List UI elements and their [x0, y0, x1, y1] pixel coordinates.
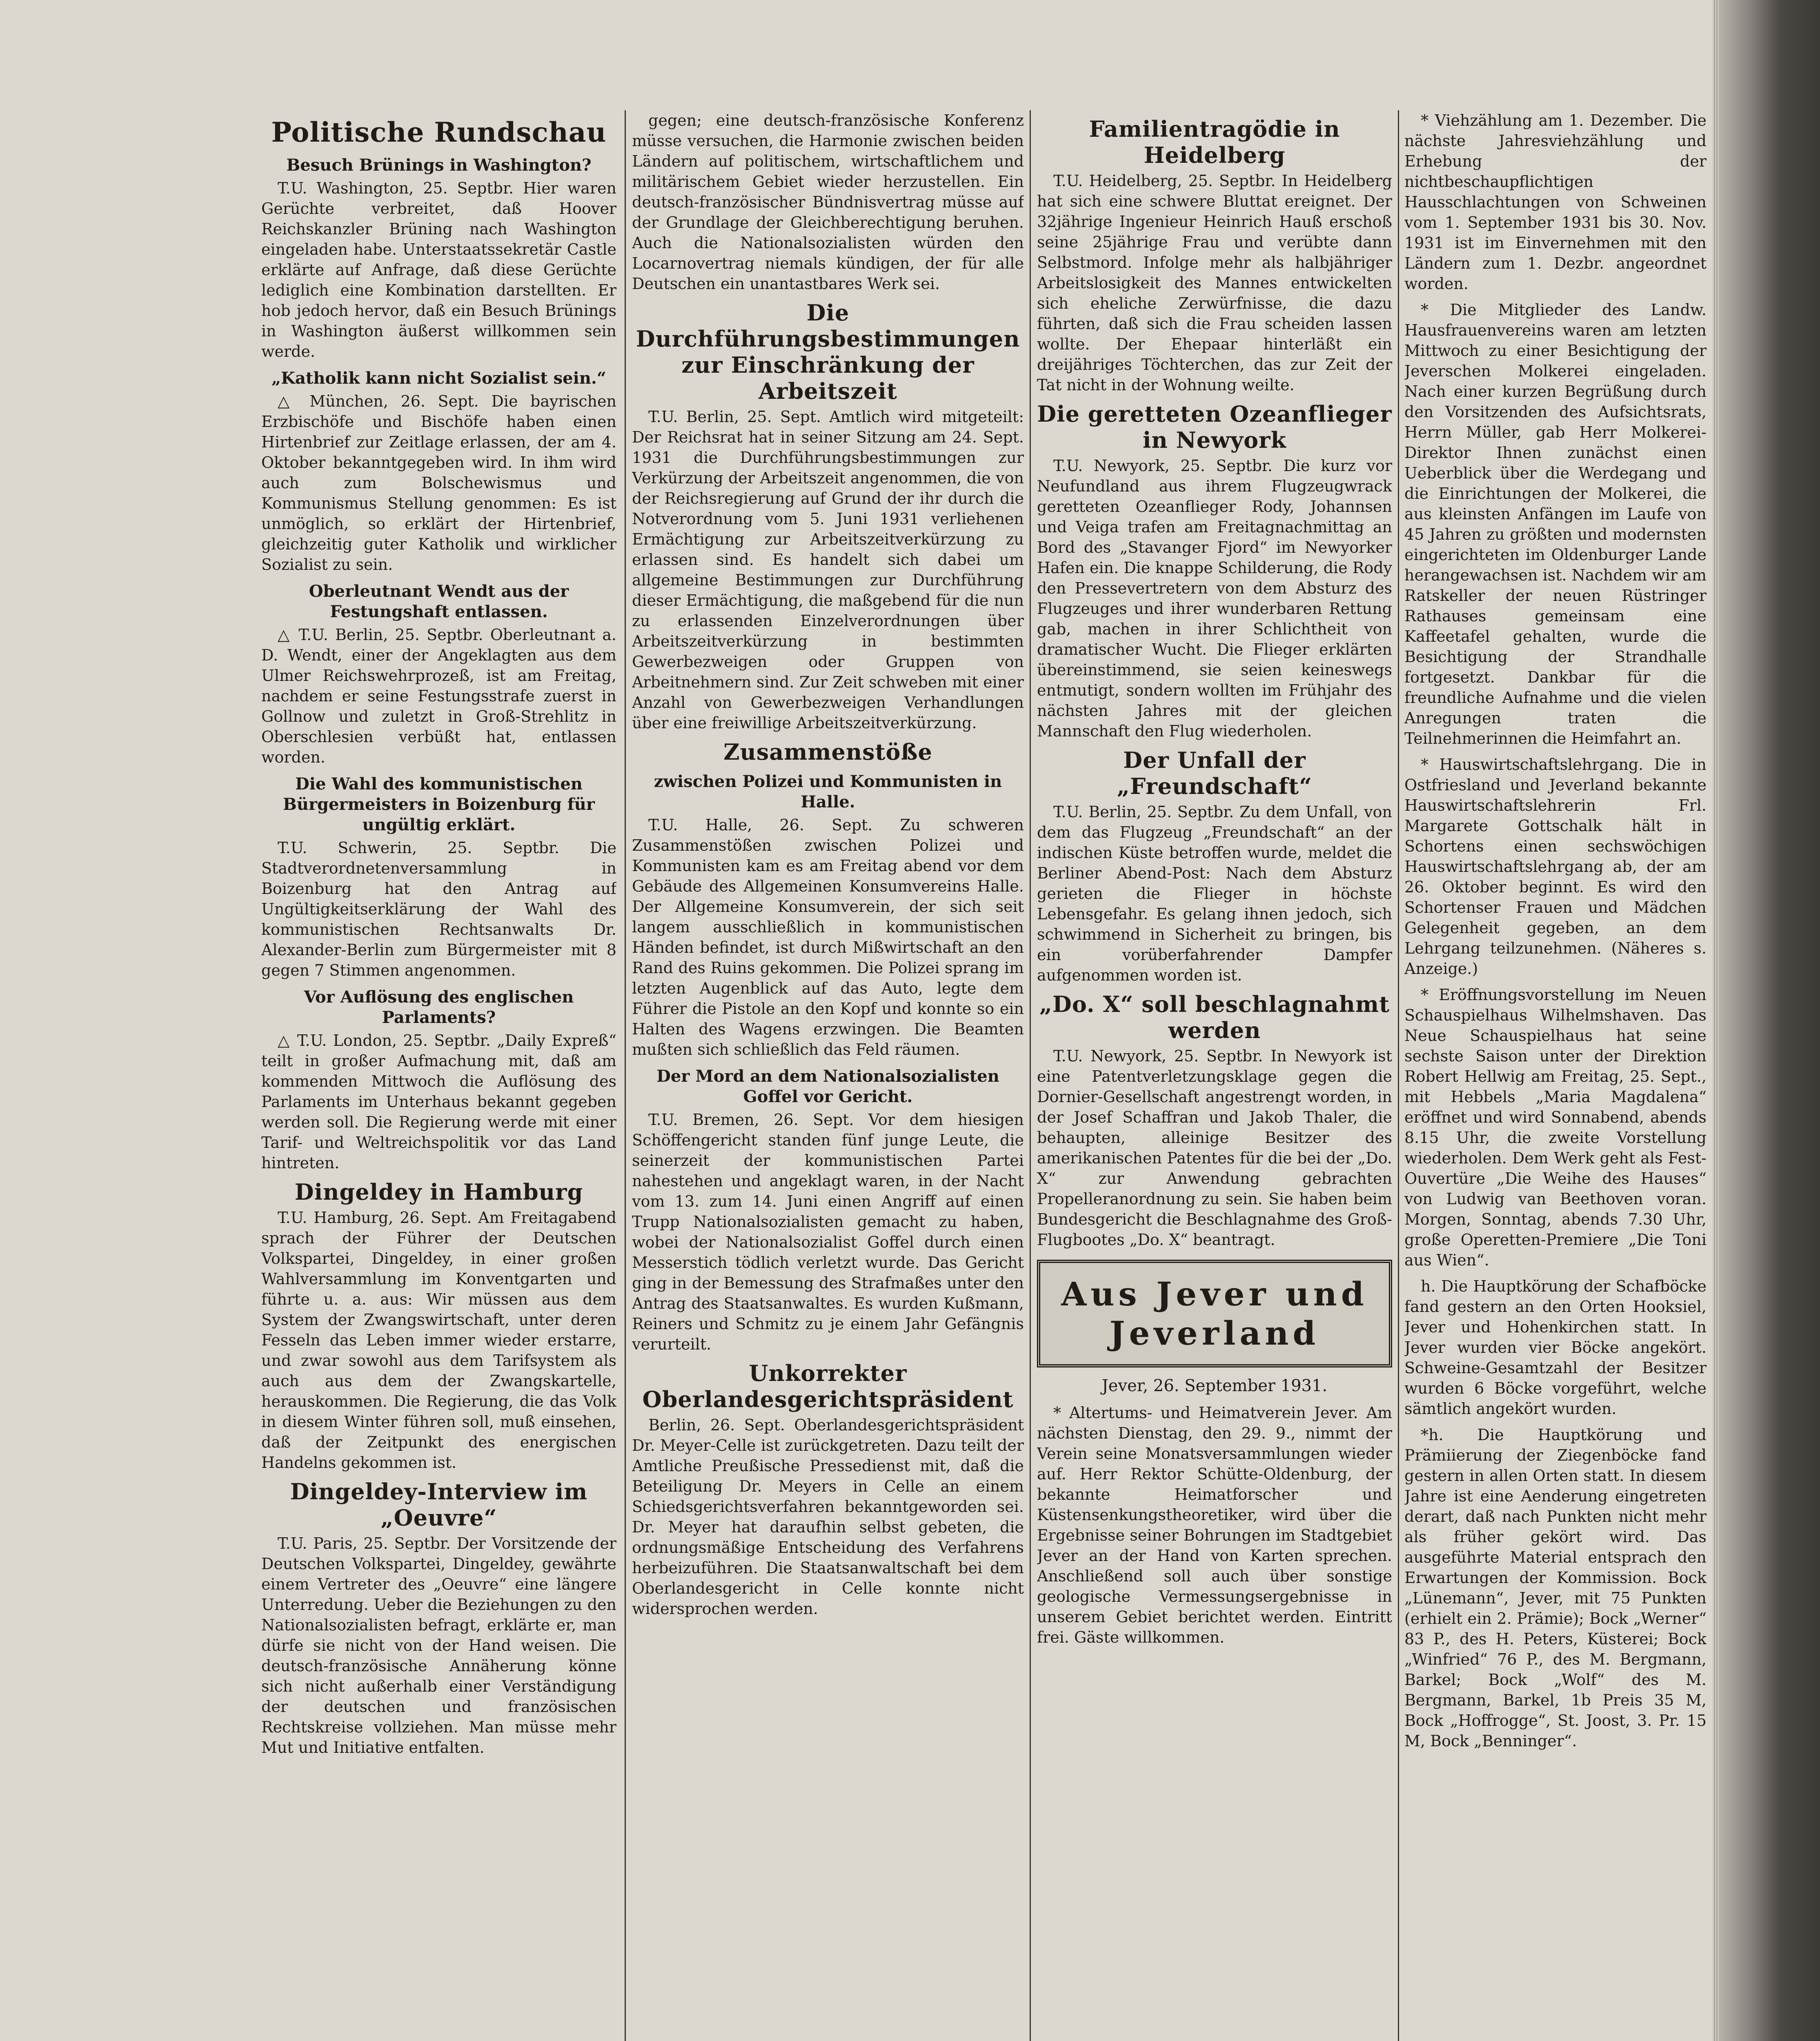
headline-dingeldey-hamburg: Dingeldey in Hamburg: [294, 1179, 583, 1205]
headline-oberlandesgerichtspraesident: Unkorrekter Oberlandesgerichtspräsident: [642, 1360, 1014, 1412]
article-text: T.U. Paris, 25. Septbr. Der Vorsitzende der Deutschen Volkspartei, Dingeldey, gewährte einem Vertreter des „Oeuvre“ eine längere Unterredung. Ueber die Beziehungen zu den Nationalsozialisten befragt, erklärte er, man dürfe sie nicht von der Hand weisen. Die deutsch-französische Annäherung könne sich nicht außerhalb einer Verständigung der deutschen und französischen Rechtskreise vollziehen. Man müsse mehr Mut und Initiative entfalten.: [261, 1534, 616, 1756]
article-text: * Hauswirtschaftslehrgang. Die in Ostfriesland und Jeverland bekannte Hauswirtschaftslehrerin Frl. Margarete Gottschalk hält in Schortens einen sechswöchigen Hauswirtschaftslehrgang ab, der am 26. Oktober beginnt. Es wird den Schortenser Frauen und Mädchen Gelegenheit gegeben, an dem Lehrgang teilzunehmen. (Näheres s. Anzeige.): [1404, 756, 1707, 978]
book-binding: [1719, 0, 1820, 2041]
article-text: h. Die Hauptkörung der Schafböcke fand gestern an den Orten Hooksiel, Jever und Hohenkirchen statt. In Jever wurden vier Böcke angekört. Schweine-Gesamtzahl der Besitzer wurden 6 Böcke vorgeführt, welche sämtlich angekört wurden.: [1404, 1277, 1707, 1418]
dateline: Jever, 26. September 1931.: [1101, 1376, 1328, 1395]
subheadline-halle: zwischen Polizei und Kommunisten in Halle.: [654, 772, 1002, 812]
article-text: *h. Die Hauptkörung und Prämiierung der Ziegenböcke fand gestern in allen Orten statt. In diesem Jahre ist eine Aenderung eingetreten derart, daß nach Punkten nicht mehr als früher gekört wird. Das ausgeführte Material entsprach den Erwartungen der Kommission. Bock „Lünemann“, Jever, mit 75 Punkten (erhielt ein 2. Prämie); Bock „Werner“ 83 P., des H. Peters, Küsterei; Bock „Winfried“ 76 P., des M. Bergmann, Barkel; Bock „Wolf“ des M. Bergmann, Barkel, 1b Preis 35 M, Bock „Hoffrogge“, St. Joost, 3. Pr. 15 M, Bock „Benninger“.: [1404, 1426, 1707, 1750]
headline-do-x: „Do. X“ soll beschlagnahmt werden: [1039, 991, 1390, 1043]
column-2: [632, 110, 1024, 2041]
article-text: gegen; eine deutsch-französische Konferenz müsse versuchen, die Harmonie zwischen beiden Ländern auf politischem, wirtschaftlichem und militärischem Gebiet wieder herzustellen. Ein deutsch-französischer Bündnisvertrag müsse auf der Grundlage der Gleichberechtigung beruhen. Auch die Nationalsozialisten würden den Locarnovertrag niemals kündigen, der für alle Deutschen ein unantastbares Werk sei.: [632, 111, 1024, 293]
article-text: T.U. Bremen, 26. Sept. Vor dem hiesigen Schöffengericht standen fünf junge Leute, die seinerzeit der kommunistischen Partei nahestehen und angeklagt waren, in der Nacht vom 13. zum 14. Juni einen Angriff auf einen Trupp Nationalsozialisten gemacht zu haben, wobei der Nationalsozialist Goffel durch einen Messerstich tödlich verletzt wurde. Das Gericht ging in der Bemessung des Strafmaßes unter den Antrag des Staatsanwaltes. Es wurden Kußmann, Reiners und Schmitz zu je einem Jahr Gefängnis verurteilt.: [632, 1111, 1024, 1353]
headline-arbeitszeit: Die Durchführungsbestimmungen zur Einschränkung der Arbeitszeit: [636, 300, 1020, 404]
article-text: T.U. Schwerin, 25. Septbr. Die Stadtverordnetenversammlung in Boizenburg hat den Antrag auf Ungültigkeitserklärung der Wahl des kommunistischen Rechtsanwalts Dr. Alexander-Berlin zum Bürgermeister mit 8 gegen 7 Stimmen angenommen.: [261, 839, 616, 979]
headline-katholik-sozialist: „Katholik kann nicht Sozialist sein.“: [271, 369, 606, 388]
headline-englisches-parlament: Vor Auflösung des englischen Parlaments?: [304, 987, 574, 1027]
column-rule: [625, 110, 626, 2041]
article-text: △ T.U. Berlin, 25. Septbr. Oberleutnant a. D. Wendt, einer der Angeklagten aus dem Ulmer Reichswehrprozeß, ist am Freitag, nachdem er seine Festungsstrafe zuerst in Gollnow und zuletzt in Groß-Strehlitz in Oberschlesien verbüßt hat, entlassen worden.: [261, 626, 616, 766]
headline-bruening-washington: Besuch Brünings in Washington?: [286, 156, 592, 175]
article-text: * Die Mitglieder des Landw. Hausfrauenvereins waren am letzten Mittwoch zu einer Besichtigung der Jeverschen Molkerei eingeladen. Nach einer kurzen Begrüßung durch den Vorsitzenden des Aufsichtsrats, Herrn Müller, gab Herr Molkerei-Direktor Ihnen zunächst einen Ueberblick über die Werdegang und die Einrichtungen der Molkerei, die aus kleinsten Anfängen im Laufe von 45 Jahren zu größten und modernsten eingerichteten im Oldenburger Lande herangewachsen ist. Nachdem wir am Ratskeller der neuen Rüstringer Rathauses gemeinsam eine Kaffeetafel gehalten, wurde die Besichtigung der Strandhalle fortgesetzt. Dankbar für die freundliche Aufnahme und die vielen Anregungen traten die Teilnehmerinnen die Heimfahrt an.: [1404, 301, 1707, 747]
article-text: T.U. Newyork, 25. Septbr. Die kurz vor Neufundland aus ihrem Flugzeugwrack geretteten Ozeanflieger Rody, Johannsen und Veiga trafen am Freitagnachmittag an Bord des „Stavanger Fjord“ im Newyorker Hafen ein. Die knappe Schilderung, die Rody den Pressevertretern von dem Absturz des Flugzeuges und ihrer wunderbaren Rettung gab, machen in ihrer Schlichtheit von dramatischer Wucht. Die Flieger erklärten übereinstimmend, sie seien keineswegs entmutigt, sondern wollten im Frühjahr des nächsten Jahres mit der gleichen Mannschaft den Flug wiederholen.: [1037, 457, 1392, 740]
article-text: * Altertums- und Heimatverein Jever. Am nächsten Dienstag, den 29. 9., nimmt der Verein seine Monatsversammlungen wieder auf. Herr Rektor Schütte-Oldenburg, der bekannte Heimatforscher und Küstensenkungstheoretiker, wird über die Ergebnisse seiner Bohrungen im Stadtgebiet Jever an der Hand von Karten sprechen. Anschließend soll auch über sonstige geologische Vermessungsergebnisse in unserem Gebiet berichtet werden. Eintritt frei. Gäste willkommen.: [1037, 1404, 1392, 1646]
headline-boizenburg: Die Wahl des kommunistischen Bürgermeisters in Boizenburg für ungültig erklärt.: [283, 774, 595, 834]
article-text: * Viehzählung am 1. Dezember. Die nächste Jahresviehzählung und Erhebung der nichtbeschaupflichtigen Hausschlachtungen von Schweinen vom 1. September 1931 bis 30. Nov. 1931 ist im Einvernehmen mit den Ländern zum 1. Dezbr. angeordnet worden.: [1404, 111, 1707, 293]
article-text: T.U. Newyork, 25. Septbr. In Newyork ist eine Patentverletzungsklage gegen die Dornier-Gesellschaft angestrengt worden, in der Josef Schaffran und Jakob Thaler, die behaupten, alleinige Besitzer des amerikanischen Patentes für die bei der „Do. X“ zur Anwendung gebrachten Propelleranordnung zu sein. Sie haben beim Bundesgericht die Beschlagnahme des Groß-Flugbootes „Do. X“ beantragt.: [1037, 1047, 1392, 1249]
headline-freundschaft: Der Unfall der „Freundschaft“: [1117, 747, 1313, 799]
article-text: * Eröffnungsvorstellung im Neuen Schauspielhaus Wilhelmshaven. Das Neue Schauspielhaus hat seine sechste Saison unter der Direktion Robert Hellwig am Freitag, 25. Sept., mit Hebbels „Maria Magdalena“ eröffnet und wird Sonnabend, abends 8.15 Uhr, die zweite Vorstellung wiederholen. Dem Werk geht als Fest-Ouvertüre „Die Weihe des Hauses“ von Ludwig van Beethoven voran. Morgen, Sonntag, abends 7.30 Uhr, große Operetten-Premiere „Die Toni aus Wien“.: [1404, 986, 1707, 1269]
article-text: T.U. Hamburg, 26. Sept. Am Freitagabend sprach der Führer der Deutschen Volkspartei, Dingeldey, in einer großen Wahlversammlung im Konventgarten und führte u. a. aus: Wir müssen aus dem System der Zwangswirtschaft, unter deren Fesseln das Leben immer wieder erstarre, und zwar sowohl aus dem Tarifsystem als auch aus dem der Zwangskartelle, herauskommen. Die Regierung, die das Volk in diesem Winter führen soll, muß einsehen, daß der Zeitpunkt des energischen Handelns gekommen ist.: [261, 1209, 616, 1472]
column-1: [261, 110, 616, 2041]
column-3: [1037, 110, 1392, 2041]
article-text: T.U. Berlin, 25. Septbr. Zu dem Unfall, von dem das Flugzeug „Freundschaft“ an der indischen Küste betroffen wurde, meldet die Berliner Abend-Post: Nach dem Absturz gerieten die Flieger in höchste Lebensgefahr. Es gelang ihnen jedoch, sich schwimmend in Sicherheit zu bringen, bis ein vorüberfahrender Dampfer aufgenommen worden ist.: [1037, 803, 1392, 984]
section-title-politische-rundschau: Politische Rundschau: [271, 116, 607, 148]
article-text: T.U. Washington, 25. Septbr. Hier waren Gerüchte verbreitet, daß Hoover Reichskanzler Brüning nach Washington eingeladen habe. Unterstaatssekretär Castle erklärte auf Anfrage, daß diese Gerüchte lediglich eine Kombination darstellten. Er hob jedoch hervor, daß ein Besuch Brünings in Washington äußerst willkommen sein werde.: [261, 179, 616, 360]
article-text: △ München, 26. Sept. Die bayrischen Erzbischöfe und Bischöfe haben einen Hirtenbrief zur Zeitlage erlassen, der am 4. Oktober bekanntgegeben wird. In ihm wird auch zum Bolschewismus und Kommunismus Stellung genommen: Es ist unmöglich, so erklärt der Hirtenbrief, gleichzeitig guter Katholik und wirklicher Sozialist zu sein.: [261, 392, 616, 574]
headline-familientragoedie: Familientragödie in Heidelberg: [1089, 116, 1340, 168]
column-rule: [1030, 110, 1031, 2041]
column-4: [1404, 110, 1707, 2041]
section-banner-jever: Aus Jever und Jeverland: [1037, 1260, 1392, 1367]
article-text: T.U. Heidelberg, 25. Septbr. In Heidelberg hat sich eine schwere Bluttat ereignet. Der 32jährige Ingenieur Heinrich Hauß erschoß seine 25jährige Frau und verübte dann Selbstmord. Infolge mehr als halbjähriger Arbeitslosigkeit des Mannes entwickelten sich eheliche Zerwürfnisse, die dazu führten, daß sich die Frau scheiden lassen wollte. Der Ehepaar hinterläßt ein dreijähriges Töchterchen, das zur Zeit der Tat nicht in der Wohnung weilte.: [1037, 172, 1392, 394]
headline-mord-goffel: Der Mord an dem Nationalsozialisten Goffel vor Gericht.: [656, 1067, 999, 1106]
headline-wendt-entlassen: Oberleutnant Wendt aus der Festungshaft entlassen.: [309, 582, 569, 621]
headline-dingeldey-interview: Dingeldey-Interview im „Oeuvre“: [290, 1479, 588, 1531]
article-text: T.U. Berlin, 25. Sept. Amtlich wird mitgeteilt: Der Reichsrat hat in seiner Sitzung am 24. Sept. 1931 die Durchführungsbestimmungen zur Verkürzung der Arbeitszeit angenommen, die von der Reichsregierung auf Grund der ihr durch die Notverordnung vom 5. Juni 1931 verliehenen Ermächtigung zur Arbeitszeitverkürzung zu erlassen sind. Es handelt sich dabei um allgemeine Bestimmungen zur Durchführung dieser Ermächtigung, die maßgebend für die nun zu erlassenden Einzelverordnungen über Arbeitszeitverkürzung in bestimmten Gewerbezweigen oder Gruppen von Arbeitnehmern sind. Zur Zeit schweben mit einer Anzahl von Gewerbezweigen Verhandlungen über eine freiwillige Arbeitszeitverkürzung.: [632, 408, 1024, 732]
article-text: T.U. Halle, 26. Sept. Zu schweren Zusammenstößen zwischen Polizei und Kommunisten kam es am Freitag abend vor dem Gebäude des Allgemeinen Konsumvereins Halle. Der Allgemeine Konsumverein, der sich seit langem ausschließlich in kommunistischen Händen befindet, ist durch Mißwirtschaft an den Rand des Ruins gekommen. Die Polizei sprang im letzten Augenblick auf das Auto, legte dem Führer die Pistole an den Kopf und konnte so ein Halten des Wagens erzwingen. Die Beamten mußten sich schließlich das Feld räumen.: [632, 816, 1024, 1058]
headline-zusammenstoesse: Zusammenstöße: [723, 739, 932, 765]
article-text: △ T.U. London, 25. Septbr. „Daily Expreß“ teilt in großer Aufmachung mit, daß am kommenden Mittwoch die Auflösung des Parlaments im Unterhaus bekannt gegeben werden soll. Die Regierung werde mit einer Tarif- und Weltreichspolitik vor das Land hintreten.: [261, 1032, 616, 1172]
headline-ozeanflieger: Die geretteten Ozeanflieger in Newyork: [1037, 401, 1392, 453]
column-rule: [1398, 110, 1399, 2041]
article-text: Berlin, 26. Sept. Oberlandesgerichtspräsident Dr. Meyer-Celle ist zurückgetreten. Dazu teilt der Amtliche Preußische Pressedienst mit, daß die Beteiligung Dr. Meyers in Celle an einem Schiedsgerichtsverfahren bekanntgeworden sei. Dr. Meyer hat daraufhin selbst gebeten, die ordnungsmäßige Entscheidung des Verfahrens herbeizuführen. Die Staatsanwaltschaft bei dem Oberlandesgericht in Celle konnte nicht widersprochen werden.: [632, 1416, 1024, 1618]
